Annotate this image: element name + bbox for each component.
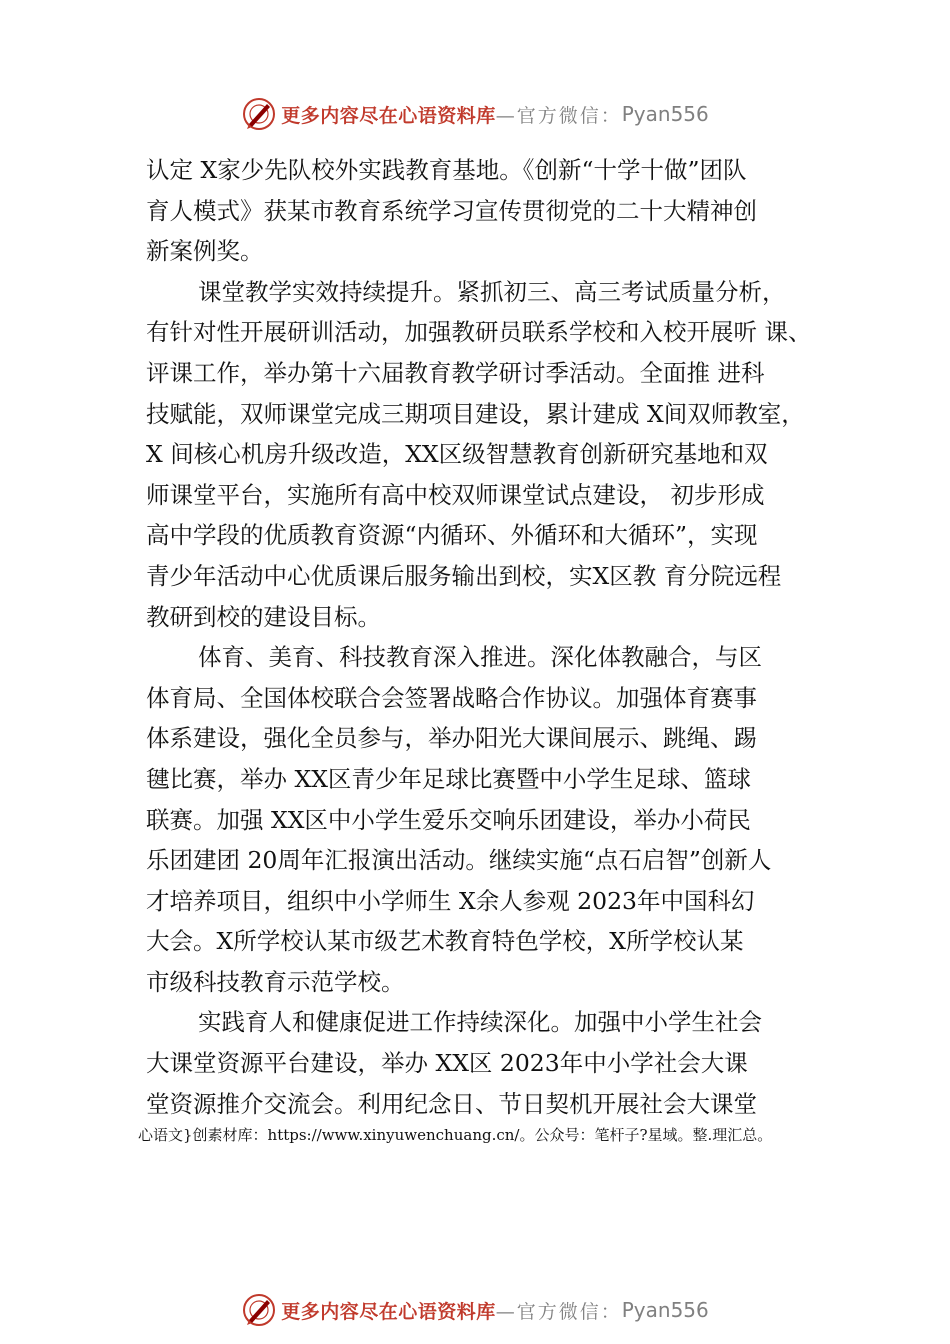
banner-wechat-label: —官方微信：	[495, 104, 622, 127]
banner-wechat-id: Pyan556	[621, 102, 709, 126]
paragraph	[146, 150, 836, 272]
banner-title: 更多内容尽在心语资料库	[281, 1300, 496, 1323]
text-line: 认定 X家少先队校外实践教育基地。《创新“十学十做”团队	[146, 156, 747, 184]
text-line: 联赛。加强 XX区中小学生爱乐交响乐团建设，举办小荷民	[146, 805, 751, 834]
text-line: 育人模式》获某市教育系统学习宣传贯彻党的二十大精神创	[146, 196, 757, 225]
paragraph	[146, 272, 836, 637]
text-line: 高中学段的优质教育资源“内循环、外循环和大循环”，实现	[146, 521, 758, 550]
text-line: 体育局、全国体校联合会签署战略合作协议。加强体育赛事	[146, 683, 757, 712]
text-line: 实践育人和健康促进工作持续深化。加强中小学生社会	[198, 1008, 762, 1037]
paragraph	[146, 1002, 836, 1124]
text-line: 毽比赛，举办 XX区青少年足球比赛暨中小学生足球、篮球	[146, 764, 751, 793]
text-line: 课堂教学实效持续提升。紧抓初三、高三考试质量分析，	[198, 277, 786, 306]
text-line: 教研到校的建设目标。	[146, 602, 381, 631]
text-line: 乐团建团 20周年汇报演出活动。继续实施“点石启智”创新人	[146, 846, 772, 875]
footer-note: 心语文}创素材库：https://www.xinyuwenchuang.cn/。公众号：笔杆子?星域。整.理汇总。	[138, 1126, 773, 1144]
text-line: 有针对性开展研训活动，加强教研员联系学校和入校开展听 课、	[146, 318, 812, 347]
banner-title: 更多内容尽在心语资料库	[281, 104, 496, 127]
footer-banner	[0, 1290, 950, 1330]
text-line: 才培养项目，组织中小学师生 X余人参观 2023年中国科幻	[146, 886, 755, 915]
text-line: 技赋能，双师课堂完成三期项目建设，累计建成 X间双师教室，	[146, 399, 805, 428]
pen-logo-icon	[241, 1292, 277, 1328]
text-line: 师课堂平台，实施所有高中校双师课堂试点建设， 初步形成	[146, 480, 765, 509]
banner-wechat-id: Pyan556	[621, 1298, 709, 1322]
paragraph	[146, 637, 836, 1002]
header-banner	[0, 94, 950, 134]
banner-wechat-label: —官方微信：	[495, 1300, 622, 1323]
text-line: X 间核心机房升级改造，XX区级智慧教育创新研究基地和双	[146, 440, 768, 469]
text-line: 体系建设，强化全员参与，举办阳光大课间展示、跳绳、踢	[146, 724, 757, 753]
text-line: 大会。X所学校认某市级艺术教育特色学校，X所学校认某	[146, 927, 744, 956]
text-line: 堂资源推介交流会。利用纪念日、节日契机开展社会大课堂	[146, 1089, 757, 1118]
text-line: 新案例奖。	[146, 237, 264, 266]
pen-logo-icon	[241, 96, 277, 132]
text-line: 体育、美育、科技教育深入推进。深化体教融合，与区	[198, 643, 762, 672]
text-line: 评课工作，举办第十六届教育教学研讨季活动。全面推 进科	[146, 358, 765, 387]
document-body	[146, 150, 836, 1124]
text-line: 市级科技教育示范学校。	[146, 967, 405, 996]
text-line: 青少年活动中心优质课后服务输出到校，实X区教 育分院远程	[146, 561, 782, 590]
text-line: 大课堂资源平台建设，举办 XX区 2023年中小学社会大课	[146, 1049, 748, 1078]
